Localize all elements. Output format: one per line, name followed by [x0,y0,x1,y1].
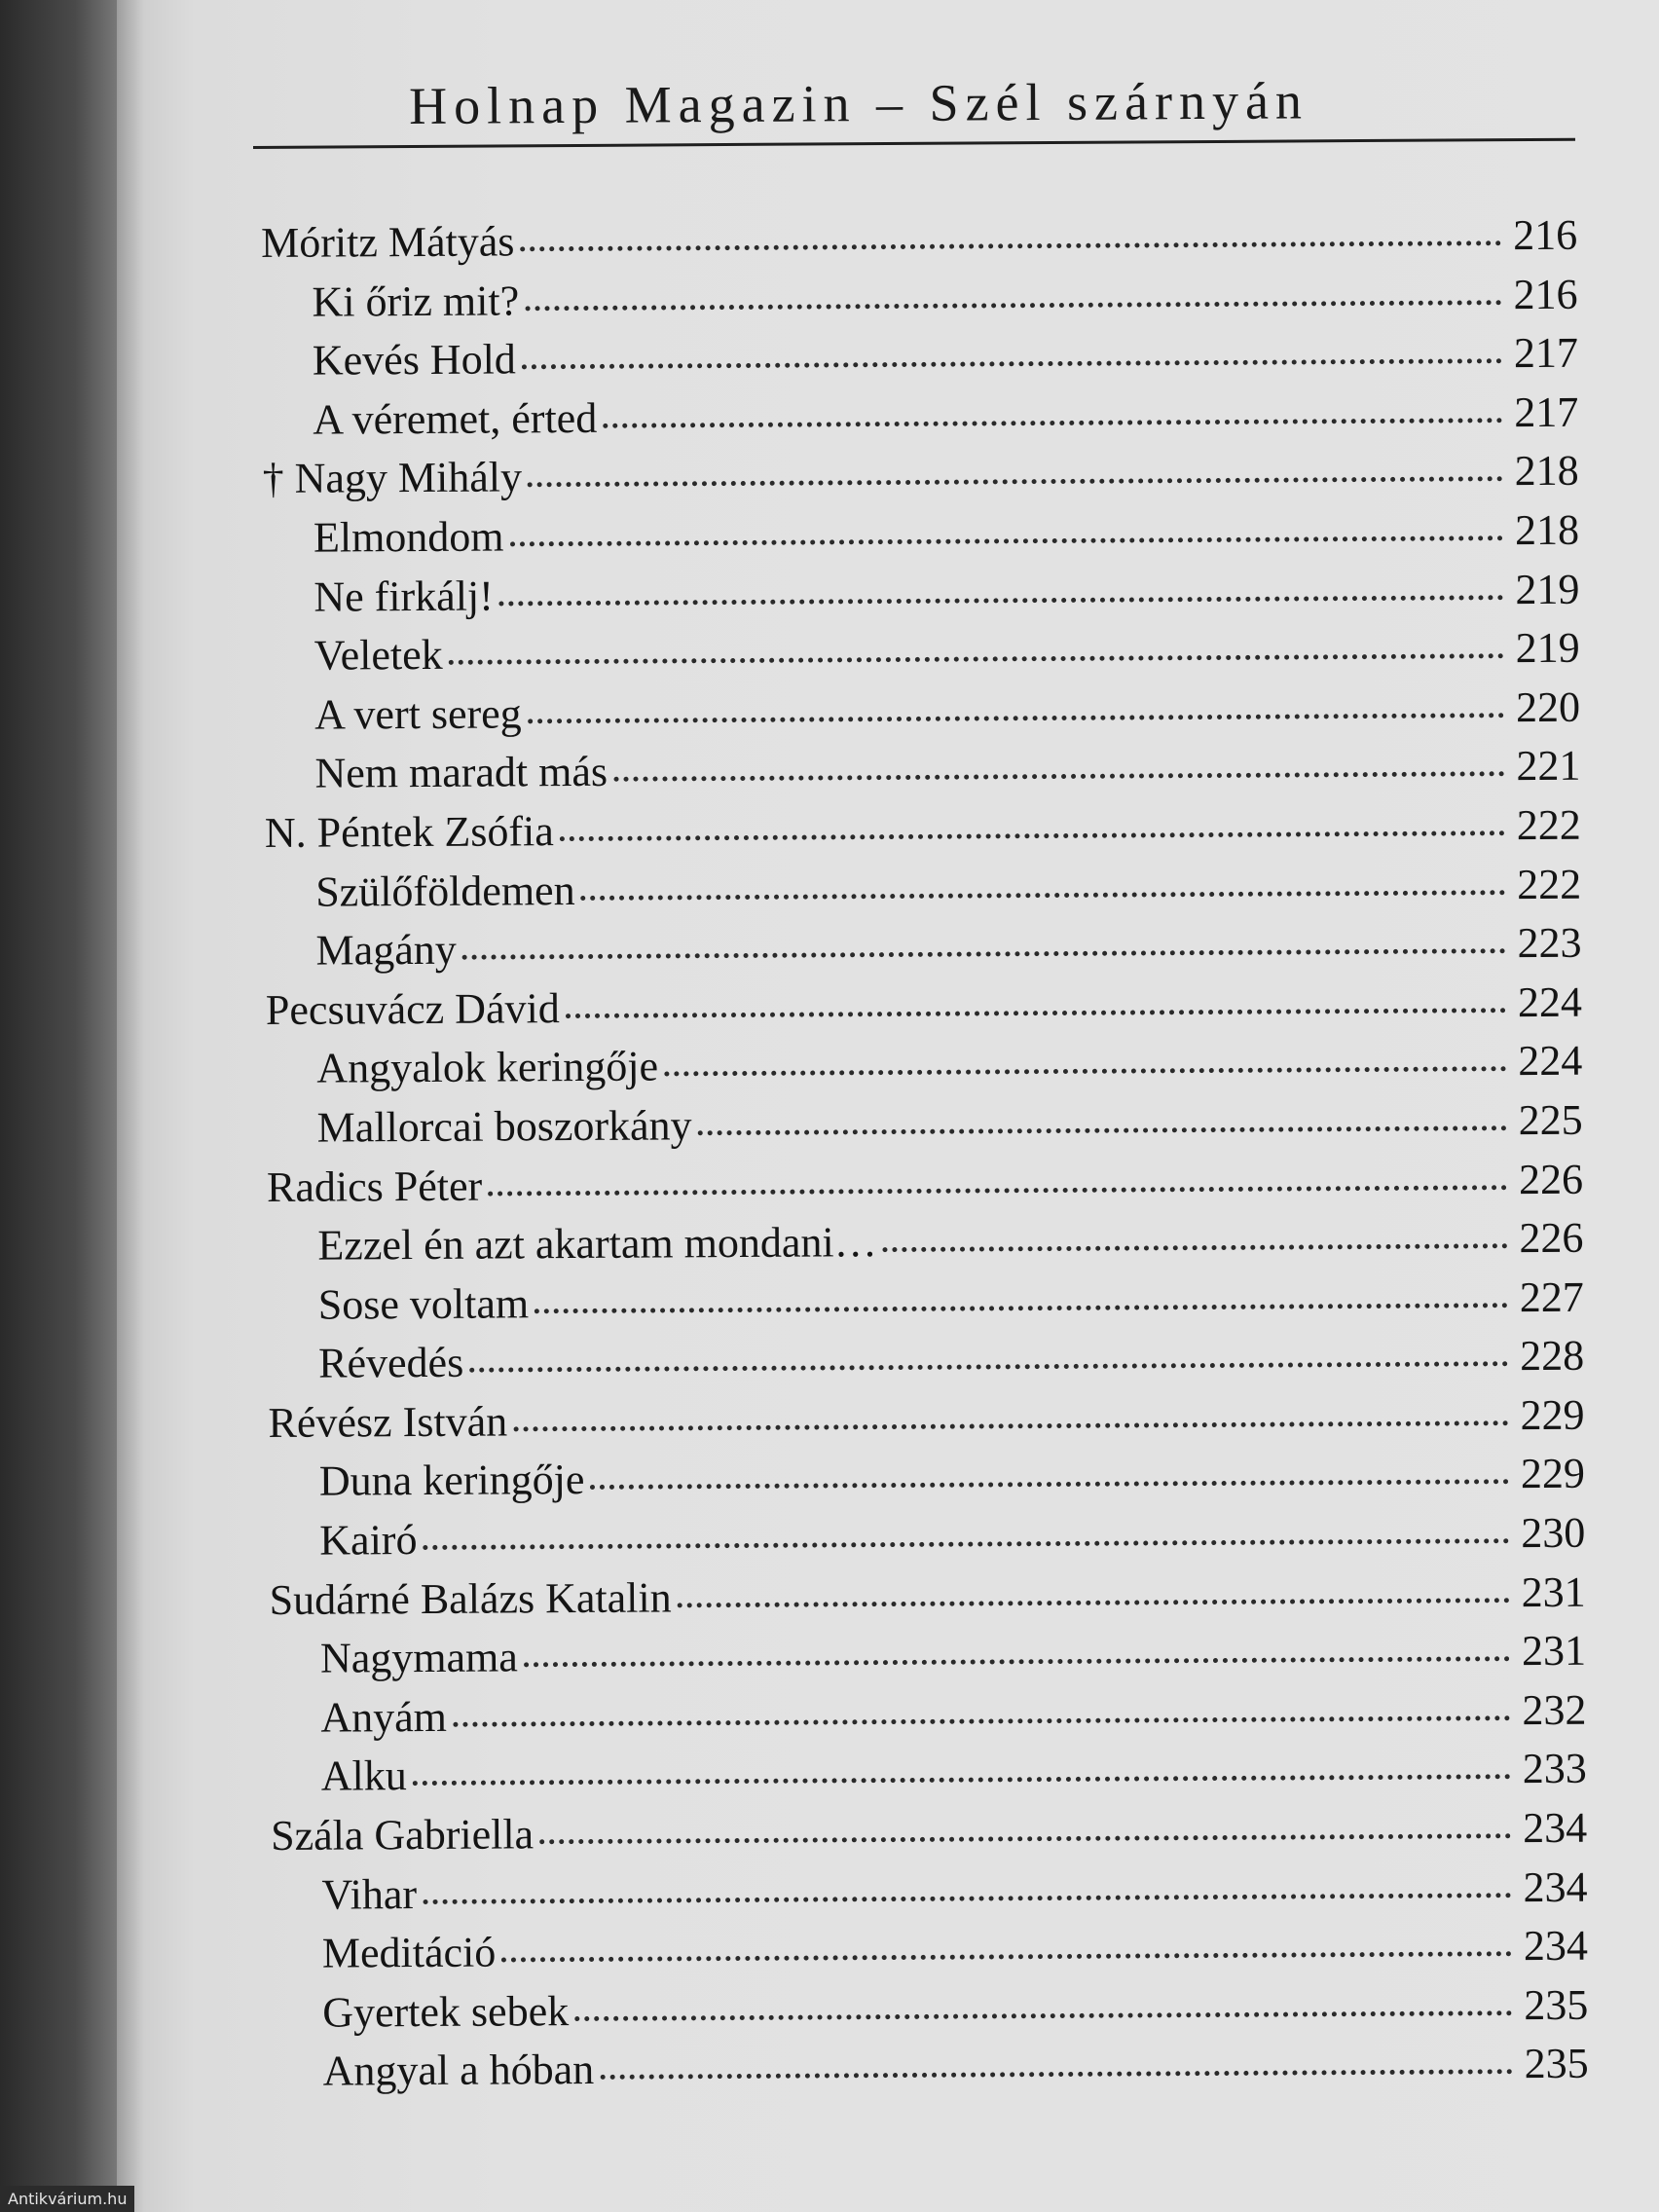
toc-entry-title: Révedés [318,1339,464,1387]
dot-leader [423,1893,1511,1904]
toc-page-number: 217 [1514,387,1579,436]
toc-page-number: 233 [1522,1745,1587,1793]
toc-page-number: 223 [1517,918,1582,968]
toc-page-number: 230 [1521,1508,1586,1558]
toc-page-number: 235 [1524,2040,1589,2088]
toc-entry-poem [264,623,1580,690]
toc-entry-poem [267,1213,1583,1280]
toc-page-number: 224 [1518,1037,1583,1086]
toc-entry-poem [267,1095,1583,1162]
toc-page-number: 227 [1519,1272,1584,1321]
dot-leader [469,1361,1508,1373]
toc-entry-poem [264,741,1580,808]
toc-entry-title: Angyal a hóban [322,2046,595,2096]
toc-page-number: 220 [1515,682,1581,731]
toc-entry-title: Gyertek sebek [322,1986,570,2037]
toc-entry-title: Alku [320,1751,407,1801]
dot-leader [453,1715,1510,1727]
dot-leader [528,713,1504,723]
dot-leader [535,1303,1508,1313]
toc-page-number: 235 [1524,1980,1589,2029]
toc-entry-author [265,800,1581,867]
toc-page-number: 225 [1518,1095,1583,1145]
dot-leader [539,1833,1511,1844]
toc-entry-poem [261,269,1577,336]
toc-page-number: 234 [1522,1803,1588,1853]
toc-page-number: 231 [1521,1567,1586,1616]
toc-entry-title: Sose voltam [317,1279,530,1329]
dot-leader [524,1656,1510,1667]
toc-entry-author [266,977,1582,1044]
toc-entry-title: Magány [315,925,457,975]
dot-leader [424,1538,1510,1550]
toc-entry-author [271,1803,1587,1870]
toc-entry-poem [262,387,1578,455]
toc-entry-poem [270,1685,1586,1752]
dot-leader [513,1420,1508,1431]
dot-leader [510,535,1503,546]
toc-page-number: 218 [1514,505,1580,555]
toc-entry-title: Móritz Mátyás [261,217,515,267]
toc-entry-title: Szála Gabriella [271,1810,535,1860]
toc-entry-poem [262,328,1578,395]
toc-page-number: 234 [1523,1921,1589,1971]
toc-entry-title: Vihar [321,1869,418,1919]
toc-entry-poem [272,2039,1588,2106]
toc-entry-title: Szülőföldemen [315,866,575,916]
toc-entry-title: Mallorcai boszorkány [316,1101,692,1152]
toc-entry-title: Meditáció [321,1928,497,1977]
toc-entry-title: Duna keringője [318,1456,585,1506]
dot-leader [528,477,1503,488]
toc-entry-title: Angyalok keringője [316,1042,659,1092]
toc-entry-author [267,1154,1583,1221]
toc-page-number: 219 [1515,623,1580,673]
toc-page-number: 218 [1514,447,1579,496]
toc-entry-title: Kairó [319,1516,418,1565]
dot-leader [698,1125,1507,1135]
dot-leader [613,772,1504,783]
toc-entry-title: Nagymama [319,1633,518,1682]
toc-entry-author [268,1390,1584,1457]
dot-leader [590,1480,1509,1491]
dot-leader [678,1598,1510,1607]
dot-leader [603,418,1502,428]
toc-entry-poem [266,1036,1582,1103]
dot-leader [525,300,1501,311]
dot-leader [413,1775,1511,1787]
book-gutter [0,0,136,2212]
toc-entry-title: Révész István [268,1397,508,1447]
toc-entry-title: Radics Péter [266,1161,483,1211]
toc-entry-title: Nem maradt más [314,748,608,798]
toc-entry-author [270,1567,1586,1634]
toc-page-number: 216 [1512,210,1578,260]
toc-page-number: 228 [1520,1332,1585,1381]
dot-leader [581,890,1506,901]
dot-leader [600,2070,1512,2081]
toc-entry-title: N. Péntek Zsófia [264,807,554,857]
dot-leader [566,1008,1506,1018]
dot-leader [574,2010,1512,2021]
toc-entry-poem [272,1921,1588,1988]
dot-leader [522,358,1502,369]
toc-entry-poem [263,505,1579,572]
toc-entry-title: Sudárné Balázs Katalin [269,1573,672,1624]
running-title: Holnap Magazin – Szél szárnyán [409,71,1309,135]
toc-page-number: 222 [1516,800,1581,850]
dot-leader [883,1243,1508,1252]
toc-page-number: 222 [1517,860,1582,908]
toc-entry-title: A vert sereg [313,689,522,739]
toc-entry-title: Ki őriz mit? [312,276,520,326]
dot-leader [520,240,1501,251]
dot-leader [560,830,1505,841]
toc-entry-poem [271,1744,1587,1811]
toc-entry-author [262,446,1578,513]
toc-entry-title: Elmondom [313,512,504,562]
table-of-contents [261,210,1589,2106]
toc-page-number: 226 [1518,1155,1584,1203]
toc-page-number: 234 [1523,1862,1588,1911]
toc-entry-title: Ezzel én azt akartam mondani… [317,1218,877,1270]
toc-entry-author [261,210,1577,277]
toc-entry-title: Kevés Hold [312,335,517,385]
toc-entry-title: Ne firkálj! [313,571,494,621]
toc-page-number: 229 [1520,1450,1586,1498]
toc-page-number: 231 [1521,1626,1587,1676]
toc-entry-title: † Nagy Mihály [262,453,523,503]
toc-entry-title: Anyám [320,1692,448,1742]
toc-entry-title: A véremet, érted [313,393,598,444]
dot-leader [664,1067,1506,1077]
toc-entry-title: Pecsuvácz Dávid [265,983,560,1034]
toc-entry-poem [268,1272,1584,1339]
toc-entry-poem [271,1862,1587,1929]
toc-entry-poem [265,859,1581,926]
toc-page-number: 221 [1516,742,1581,791]
toc-entry-poem [264,682,1580,749]
toc-page-number: 226 [1519,1213,1584,1263]
toc-entry-poem [265,918,1581,985]
toc-entry-poem [269,1508,1585,1575]
toc-page-number: 232 [1522,1685,1587,1734]
dot-leader [488,1185,1507,1196]
toc-entry-poem [263,564,1579,631]
toc-entry-poem [272,1980,1588,2047]
toc-page-number: 219 [1515,565,1580,613]
toc-page-number: 216 [1513,270,1578,318]
toc-page-number: 217 [1513,328,1579,378]
page-header [253,68,1577,156]
dot-leader [501,1951,1512,1962]
header-rule [253,138,1575,149]
toc-page-number: 224 [1517,977,1583,1026]
dot-leader [462,948,1506,960]
dot-leader [449,653,1504,665]
toc-entry-title: Veletek [313,631,443,680]
toc-entry-poem [270,1626,1586,1693]
watermark: Antikvárium.hu [0,2186,134,2212]
toc-entry-poem [269,1449,1585,1516]
dot-leader [499,595,1504,606]
toc-page-number: 229 [1520,1390,1585,1439]
toc-entry-poem [268,1331,1584,1398]
